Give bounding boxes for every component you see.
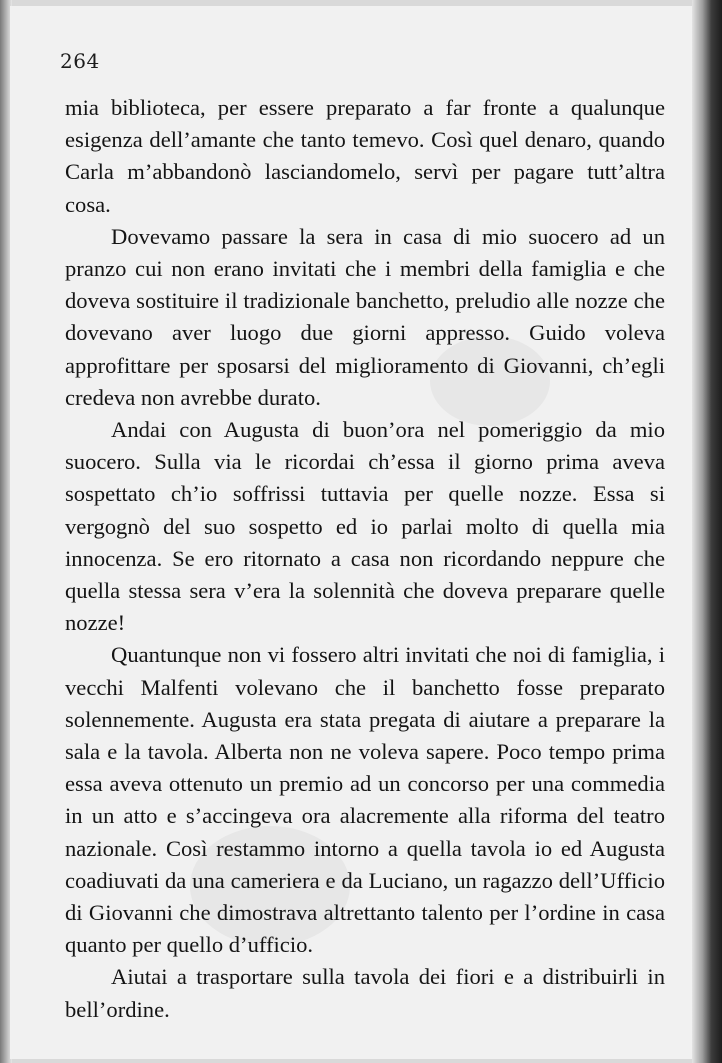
- paragraph: Dovevamo passare la sera in casa di mio suocero ad un pranzo cui non erano invitati che i membri della famiglia e che doveva sostituire il tradizionale banchetto, preludio alle nozze che dovevano aver luogo due giorni appresso. Guido voleva approfittare per sposarsi del miglioramento di Giovanni, ch’egli credeva non avrebbe durato.: [65, 223, 665, 410]
- book-page: [10, 6, 692, 1059]
- book-page-edges: [692, 0, 722, 1063]
- paragraph: mia biblioteca, per essere preparato a far fronte a qualunque esigenza dell’amante che tanto temevo. Così quel denaro, quando Carla m’abbandonò lasciandomelo, servì per pagare tutt’altra cosa.: [65, 95, 665, 217]
- page-body-text: [65, 92, 665, 1026]
- paragraph: Quantunque non vi fossero altri invitati che noi di famiglia, i vecchi Malfenti volevano che il banchetto fosse preparato solennemente. Augusta era stata pregata di aiutare a preparare la sala e la tavola. Alberta non ne voleva sapere. Poco tempo prima essa aveva ottenuto un premio ad un concorso per una commedia in un atto e s’accingeva ora alacremente alla riforma del teatro nazionale. Così restammo intorno a quella tavola io ed Augusta coadiuvati da una cameriera e da Luciano, un ragazzo dell’Ufficio di Giovanni che dimostrava altrettanto talento per l’ordine in casa quanto per quello d’ufficio.: [65, 642, 665, 958]
- paragraph: Aiutai a trasportare sulla tavola dei fiori e a distribuirli in bell’ordine.: [65, 964, 665, 1022]
- page-number: 264: [60, 49, 100, 73]
- paragraph: Andai con Augusta di buon’ora nel pomeriggio da mio suocero. Sulla via le ricordai ch’essa il giorno prima aveva sospettato ch’io soffrissi tuttavia per quelle nozze. Essa si vergognò del suo sospetto ed io parlai molto di quella mia innocenza. Se ero ritornato a casa non ricordando neppure che quella stessa sera v’era la solennità che doveva preparare quelle nozze!: [65, 417, 665, 636]
